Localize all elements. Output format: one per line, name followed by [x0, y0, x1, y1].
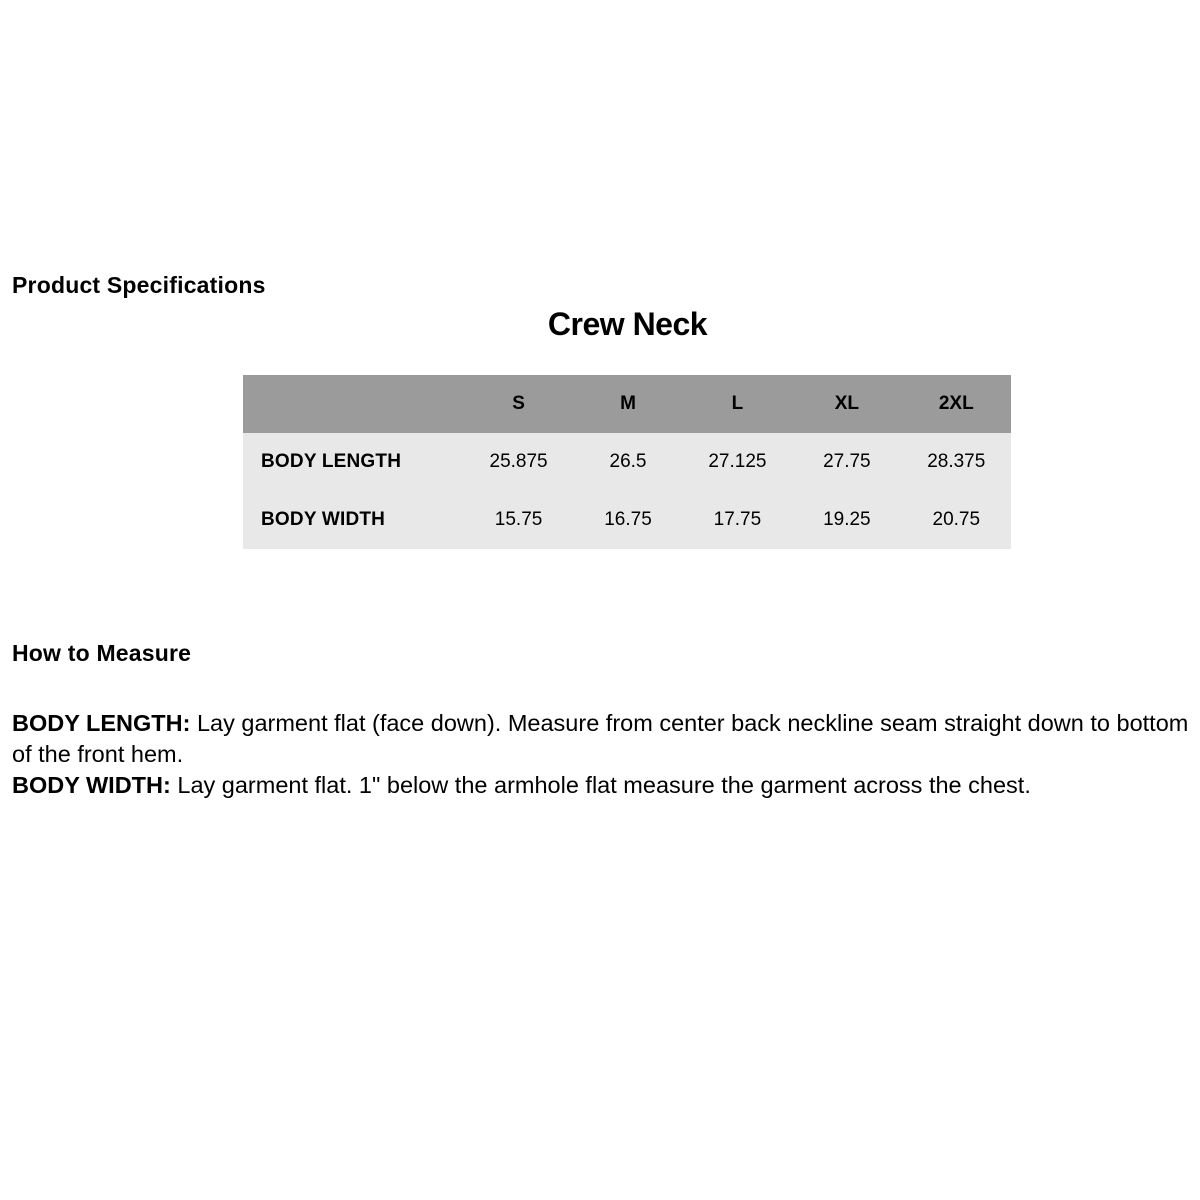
cell-body-width-l: 17.75: [713, 509, 762, 530]
cell-body-length-m: 26.5: [609, 451, 647, 472]
row-label-body-length: BODY LENGTH: [261, 451, 402, 472]
how-to-measure-body: [12, 708, 1192, 801]
body-length-instruction: [12, 708, 1192, 770]
body-width-instruction: [12, 770, 1192, 801]
body-width-instruction-text: Lay garment flat. 1" below the armhole flat measure the garment across the chest.: [170, 772, 1031, 799]
product-specifications-heading: Product Specifications: [12, 272, 266, 298]
cell-body-width-s: 15.75: [494, 509, 543, 530]
table-header-cell-l: L: [731, 393, 744, 414]
cell-body-width-xl: 19.25: [823, 509, 871, 530]
size-chart-table: [243, 375, 1011, 549]
cell-body-length-xl: 27.75: [823, 451, 871, 472]
table-header-cell-2xl: 2XL: [938, 393, 974, 414]
body-length-instruction-text: Lay garment flat (face down). Measure from center back neckline seam straight down to bottom of the front hem.: [12, 710, 1189, 768]
cell-body-width-2xl: 20.75: [932, 509, 981, 530]
cell-body-length-2xl: 28.375: [927, 451, 986, 472]
table-header: [243, 375, 1011, 433]
table-row: [243, 433, 1011, 491]
body-width-instruction-label: BODY WIDTH:: [12, 772, 171, 799]
body-length-instruction-label: BODY LENGTH:: [12, 710, 191, 736]
table-header-row: [243, 375, 1011, 433]
table-header-cell-xl: XL: [834, 393, 859, 414]
table-body: [243, 433, 1011, 549]
cell-body-width-m: 16.75: [604, 509, 652, 530]
table-header-cell-s: S: [512, 393, 525, 414]
size-chart-title: Crew Neck: [547, 306, 708, 342]
cell-body-length-s: 25.875: [489, 451, 548, 472]
table-header-cell-blank: [243, 375, 464, 433]
row-label-body-width: BODY WIDTH: [261, 509, 386, 530]
table-header-cell-m: M: [620, 393, 636, 414]
table-row: [243, 491, 1011, 549]
how-to-measure-heading: How to Measure: [12, 640, 192, 666]
cell-body-length-l: 27.125: [708, 451, 767, 472]
